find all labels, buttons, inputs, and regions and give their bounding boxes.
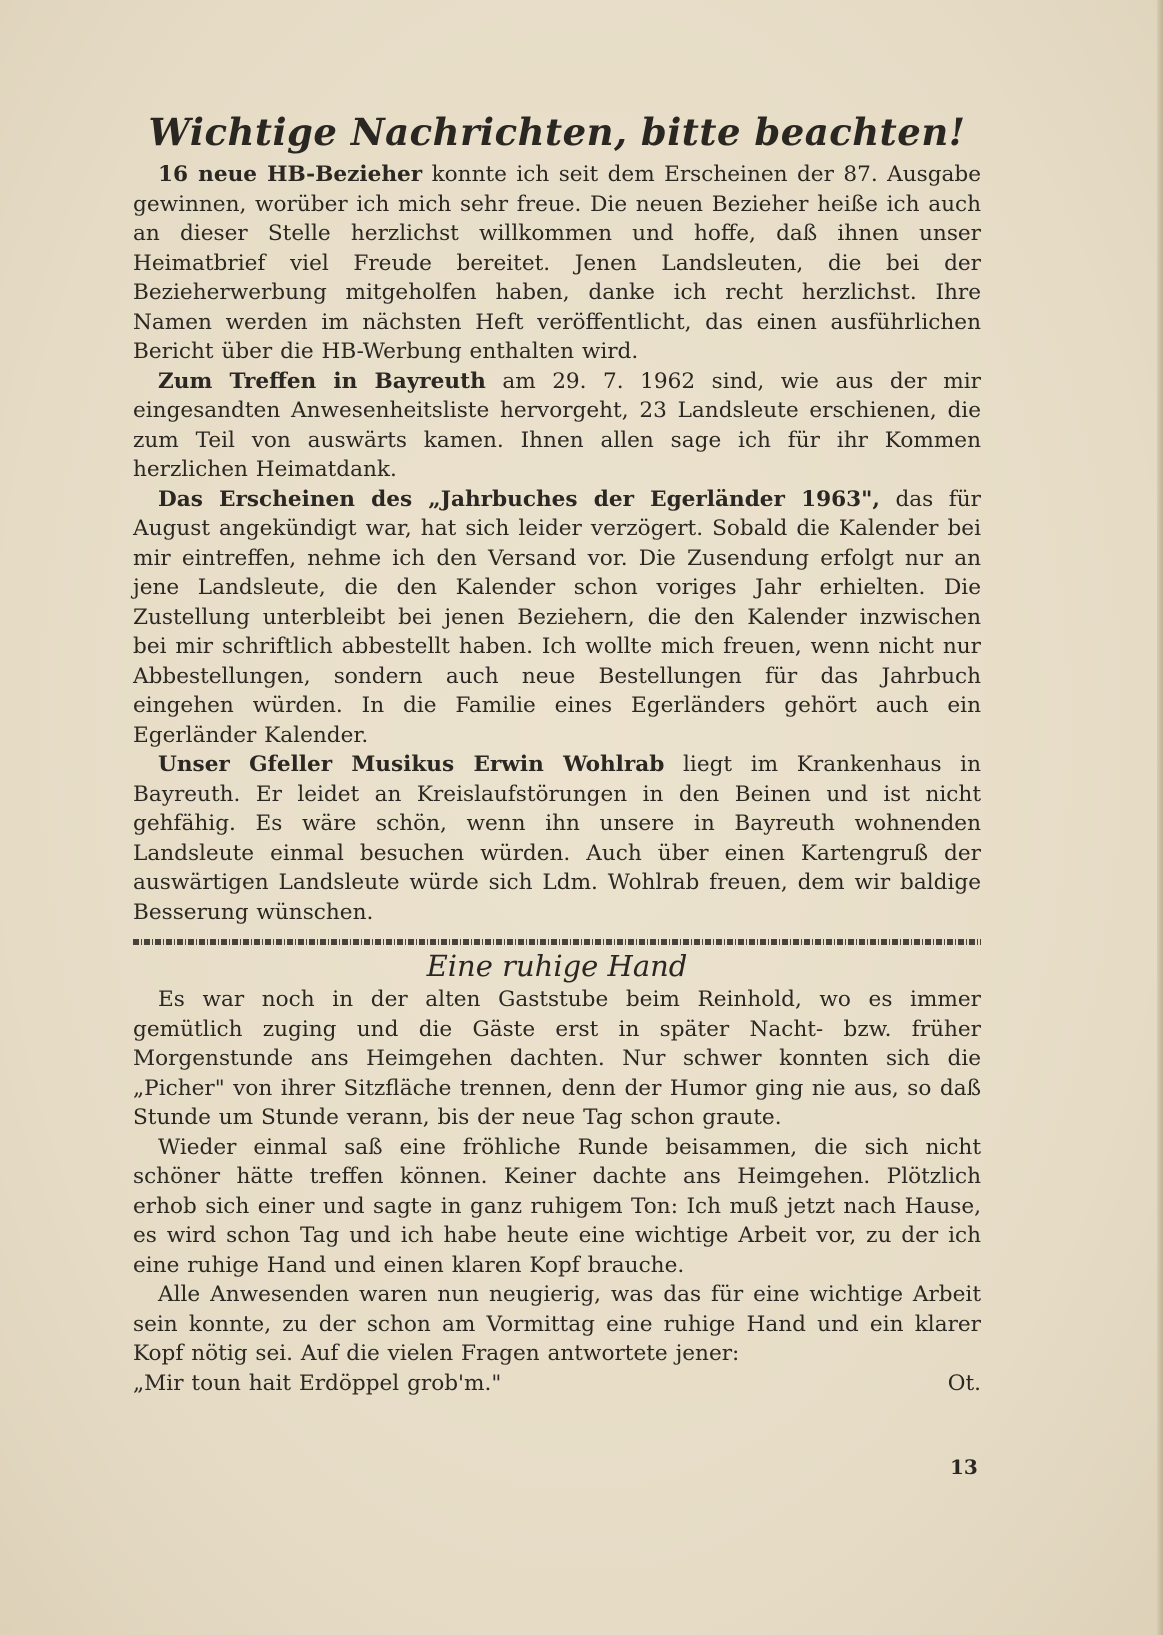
paragraph-lead: Zum Treffen in Bayreuth — [158, 368, 486, 394]
story-paragraph-1: Es war noch in der alten Gaststube beim Reinhold, wo es immer gemütlich zuging und die Gäste erst in später Nacht- bzw. früher Morgenstunde ans Heimgehen dachten. Nur schwer konnten sich die „Picher" von ihrer Sitzfläche trennen, denn der Humor ging nie aus, so daß Stunde um Stunde verann, bis der neue Tag schon graute. — [133, 987, 981, 1130]
paragraph-new-subscribers — [133, 160, 981, 367]
story-last-line — [133, 1369, 981, 1399]
paragraph-yearbook — [133, 485, 981, 751]
author-initials: Ot. — [947, 1370, 981, 1396]
paragraph-text: das für August angekündigt war, hat sich leider verzögert. Sobald die Kalender bei mir eintreffen, nehme ich den Versand vor. Die Zusendung erfolgt nur an jene Landsleute, die den Kalender schon voriges Jahr erhielten. Die Zustellung unterbleibt bei jenen Beziehern, die den Kalender inzwischen bei mir schriftlich abbestellt haben. Ich wollte mich freuen, wenn nicht nur Abbestellungen, sondern auch neue Bestellungen für das Jahrbuch eingehen würden. In die Familie eines Egerländers gehört auch ein Egerländer Kalender. — [133, 486, 981, 748]
quote-line: „Mir toun hait Erdöppel grob'm." — [133, 1370, 502, 1396]
section2-title: Eine ruhige Hand — [426, 949, 688, 983]
paragraph-bayreuth-meeting — [133, 367, 981, 485]
story-paragraph-3: Alle Anwesenden waren nun neugierig, was das für eine wichtige Arbeit sein konnte, zu der schon am Vormittag eine ruhige Hand und ein klarer Kopf nötig sei. Auf die vielen Fragen antwortete jener: — [133, 1282, 981, 1366]
story-paragraph-2: Wieder einmal saß eine fröhliche Runde beisammen, die sich nicht schöner hätte treffen können. Keiner dachte ans Heimgehen. Plötzlich erhob sich einer und sagte in ganz ruhigem Ton: Ich muß jetzt nach Hause, es wird schon Tag und ich habe heute eine wichtige Arbeit vor, zu der ich eine ruhige Hand und einen klaren Kopf brauche. — [133, 1134, 981, 1278]
paragraph-lead: 16 neue HB-Bezieher — [158, 162, 423, 187]
paragraph-lead: Unser Gfeller Musikus Erwin Wohlrab — [158, 752, 665, 777]
page-number: 13 — [950, 1455, 978, 1479]
paragraph-lead: Das Erscheinen des „Jahrbuches der Egerländer 1963", — [158, 486, 880, 512]
paragraph-text: konnte ich seit dem Erscheinen der 87. Ausgabe gewinnen, worüber ich mich sehr freue. Die neuen Bezieher heiße ich auch an dieser Stelle herzlichst willkommen und hoffe, daß ihnen unser Heimatbrief viel Freude bereitet. Jenen Landsleuten, die bei der Bezieherwerbung mitgeholfen haben, danke ich recht herzlichst. Ihre Namen werden im nächsten Heft veröffentlicht, das einen ausführlichen Bericht über die HB-Werbung enthalten wird. — [133, 162, 981, 364]
paragraph-text: liegt im Krankenhaus in Bayreuth. Er leidet an Kreislaufstörungen in den Beinen und ist nicht gehfähig. Es wäre schön, wenn ihn unsere in Bayreuth wohnenden Landsleute einmal besuchen würden. Auch über einen Kartengruß der auswärtigen Landsleute würde sich Ldm. Wohlrab freuen, dem wir baldige Besserung wünschen. — [133, 752, 981, 925]
paragraph-wohlrab — [133, 750, 981, 927]
article-content — [133, 110, 981, 1398]
section-divider — [133, 939, 981, 945]
page-edge — [1157, 0, 1163, 1635]
section1-title: Wichtige Nachrichten, bitte beachten! — [148, 110, 966, 154]
paragraph-text: am 29. 7. 1962 sind, wie aus der mir eingesandten Anwesenheitsliste hervorgeht, 23 Landsleute erschienen, die zum Teil von auswärts kamen. Ihnen allen sage ich für ihr Kommen herzlichen Heimatdank. — [133, 368, 981, 482]
